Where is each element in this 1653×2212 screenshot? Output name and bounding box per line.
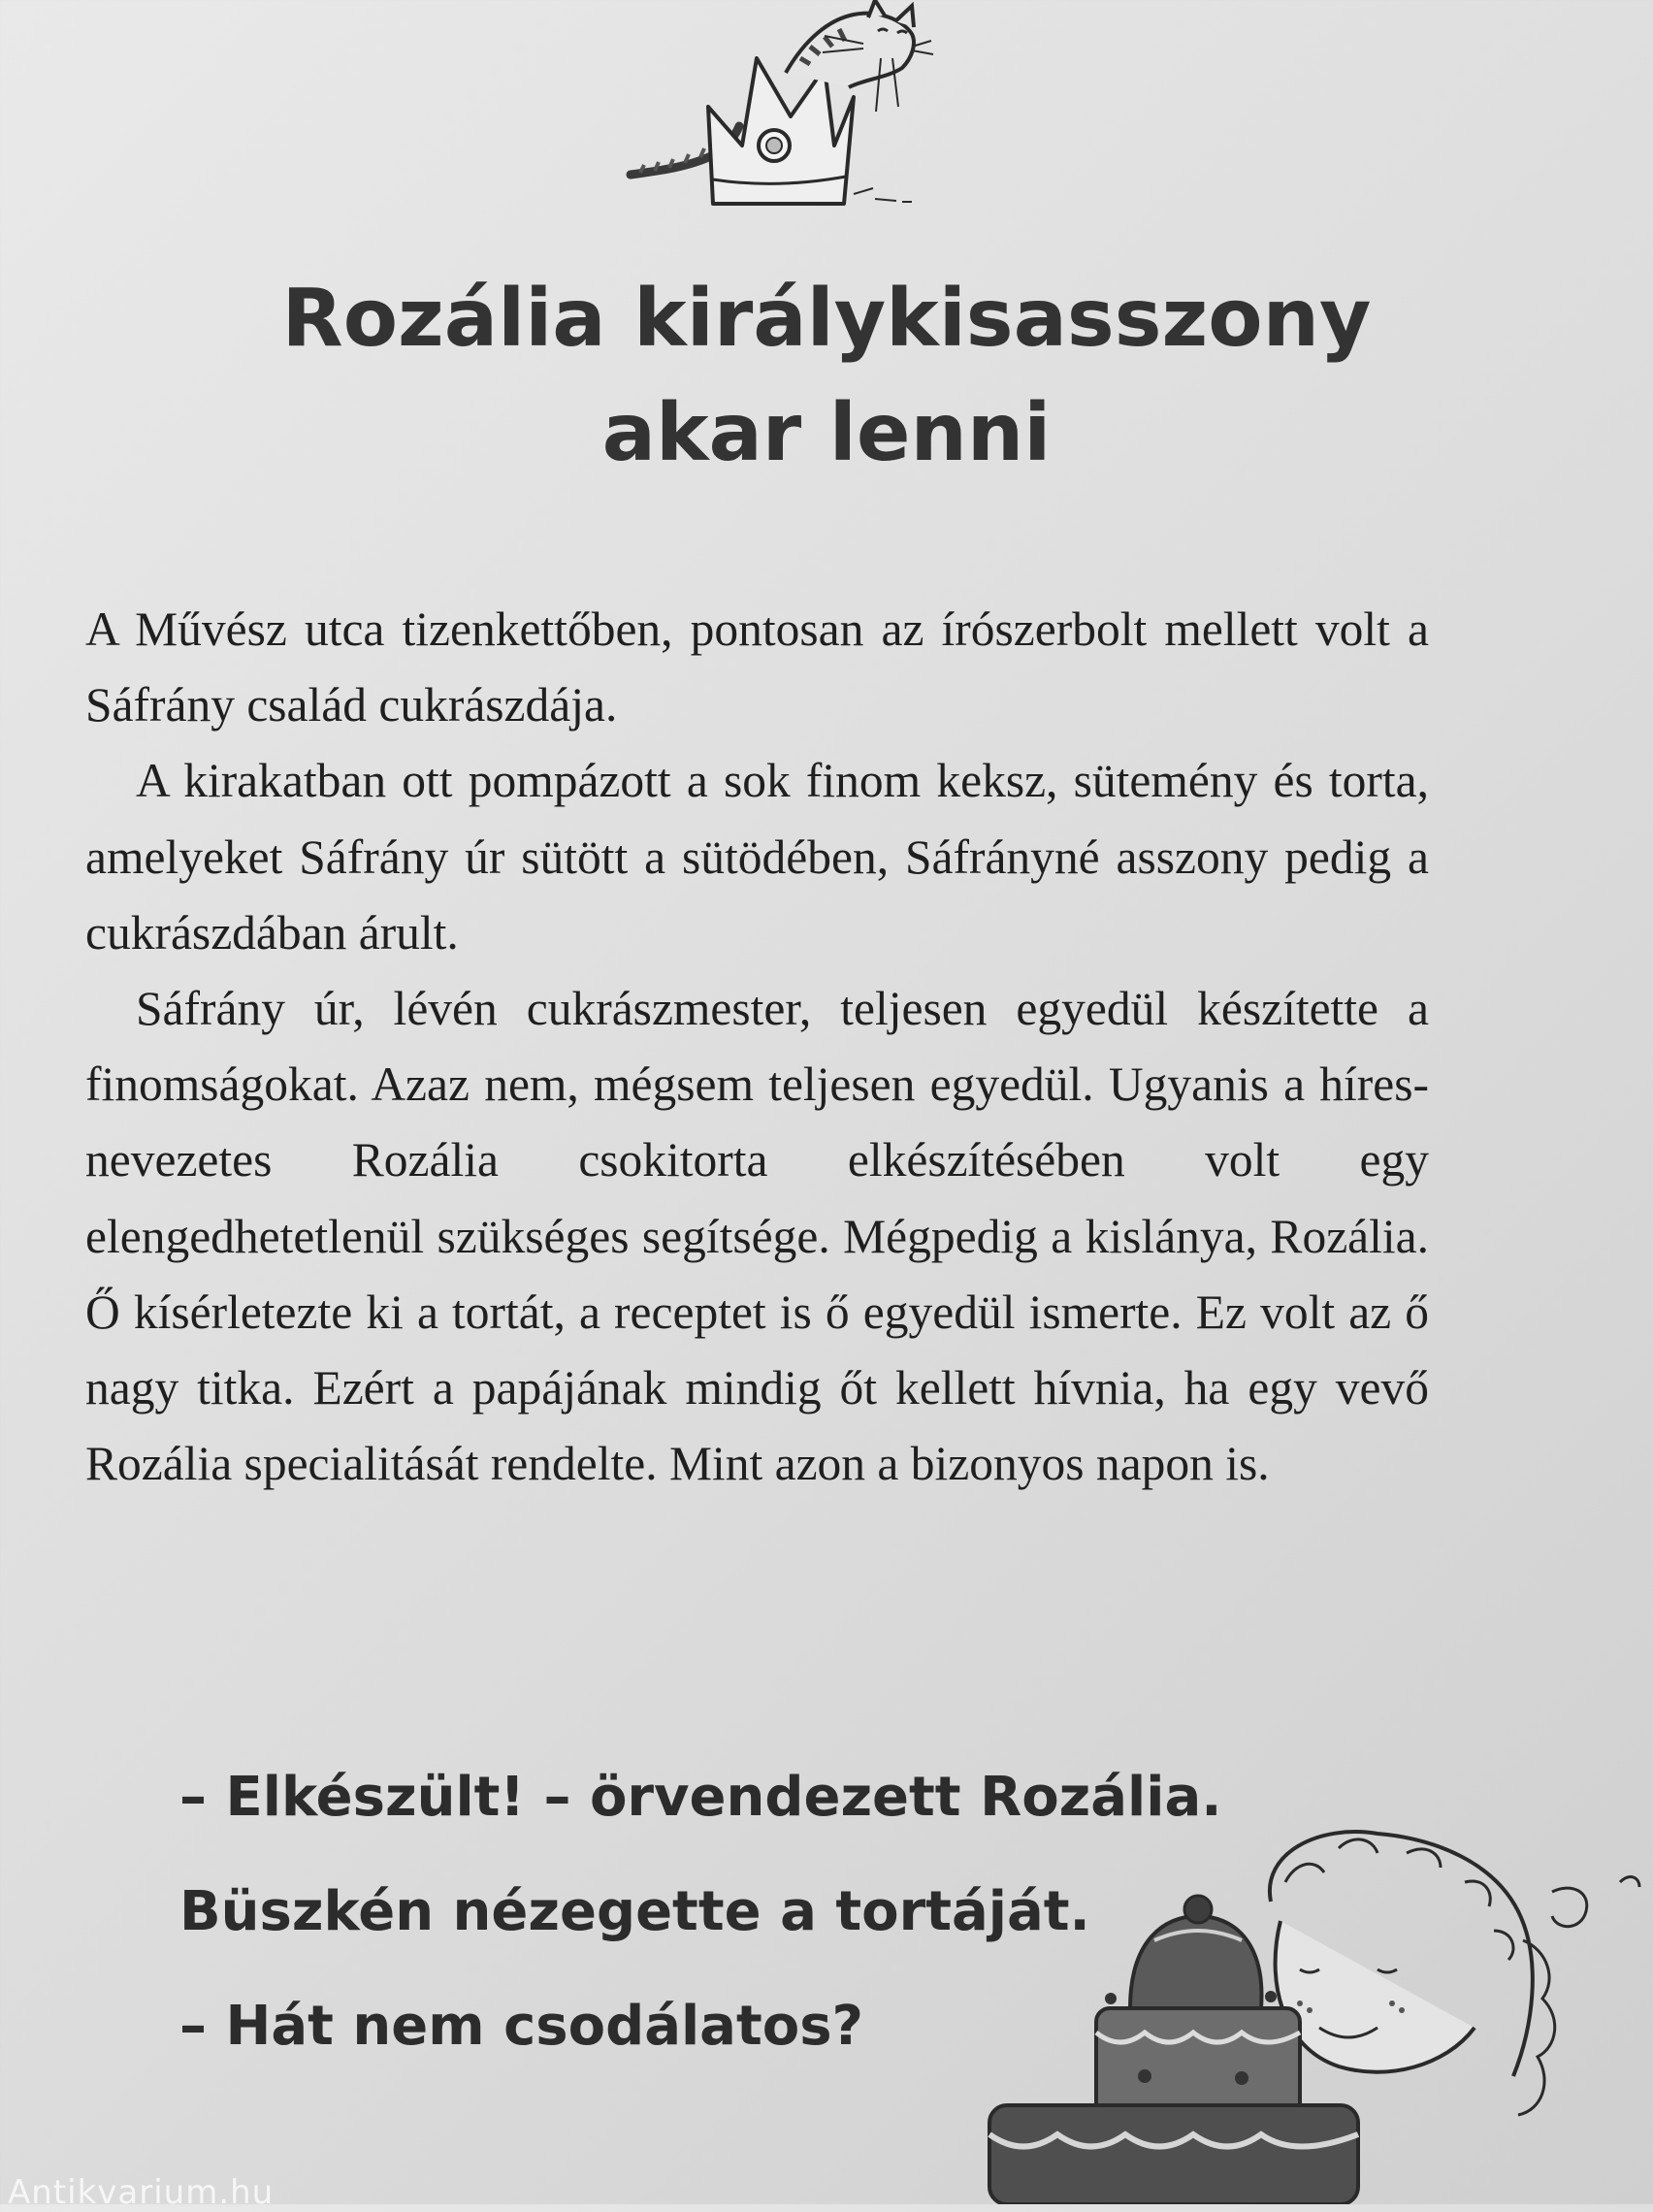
chapter-title-line-1: Rozália királykisasszony [281, 273, 1372, 365]
paragraph-1: A Művész utca tizenkettőben, pontosan az írószerbolt mellett volt a Sáfrány család cukrászdája. [85, 602, 1429, 732]
paragraph-2: A kirakatban ott pompázott a sok finom keksz, sütemény és torta, amelyeket Sáfrány úr sütött a sütödében, Sáfrányné asszony pedig a cukrászdában árult. [85, 754, 1429, 960]
body-text [85, 592, 1429, 1502]
dialogue-line-3: – Hát nem csodálatos? [179, 1995, 864, 2058]
cat-crown-drawing [621, 0, 941, 223]
girl-cake-drawing [951, 1824, 1653, 2204]
dialogue-line-2: Büszkén nézegette a tortáját. [179, 1880, 1090, 1943]
dialogue-line-1: – Elkészült! – örvendezett Rozália. [179, 1766, 1222, 1829]
chapter-title [0, 262, 1653, 491]
chapter-title-line-2: akar lenni [601, 387, 1052, 479]
watermark: Antikvarium.hu [8, 2173, 275, 2212]
girl-with-cake-illustration [951, 1824, 1653, 2204]
paragraph-3: Sáfrány úr, lévén cukrászmester, teljesen egyedül készítette a finomságokat. Azaz nem, mégsem teljesen egyedül. Ugyanis a híres-nevezetes Rozália csokitorta elkészítésében volt egy elengedhetetlenül szükséges segítsége. Mégpedig a kislánya, Rozália. Ő kísérletezte ki a tortát, a receptet is ő egyedül ismerte. Ez volt az ő nagy titka. Ezért a papájának mindig őt kellett hívnia, ha egy vevő Rozália specialitását rendelte. Mint azon a bizonyos napon is. [85, 982, 1429, 1491]
cat-on-crown-illustration [621, 0, 941, 223]
